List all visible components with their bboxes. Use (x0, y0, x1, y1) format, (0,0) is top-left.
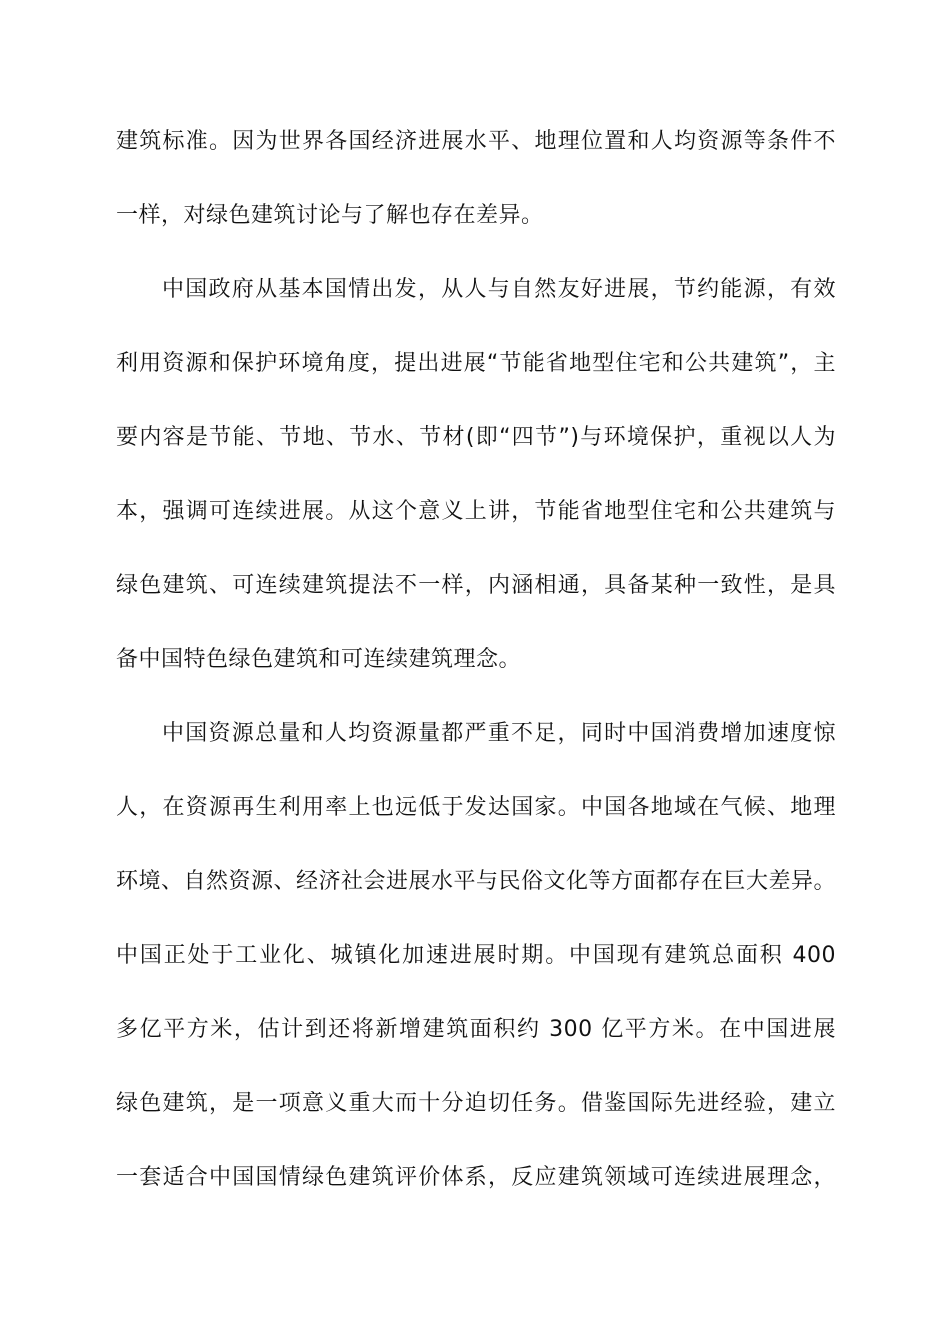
text-line: 一样，对绿色建筑讨论与了解也存在差异。 (116, 203, 544, 228)
text-line: 绿色建筑、可连续建筑提法不一样，内涵相通，具备某种一致性，是具 (116, 573, 836, 598)
text-line: 人，在资源再生利用率上也远低于发达国家。中国各地域在气候、地理 (116, 795, 836, 820)
text-line: 利用资源和保护环境角度，提出进展“节能省地型住宅和公共建筑”，主 (116, 351, 836, 376)
text-line: 绿色建筑，是一项意义重大而十分迫切任务。借鉴国际先进经验，建立 (116, 1091, 836, 1116)
text-line: 多亿平方米，估计到还将新增建筑面积约 300 亿平方米。在中国进展 (116, 1017, 836, 1042)
text-line: 建筑标准。因为世界各国经济进展水平、地理位置和人均资源等条件不 (116, 129, 836, 154)
body-text (116, 122, 836, 1232)
text-line: 一套适合中国国情绿色建筑评价体系，反应建筑领域可连续进展理念， (116, 1165, 836, 1190)
paragraph-start-line: 中国政府从基本国情出发，从人与自然友好进展，节约能源，有效 (162, 277, 836, 302)
text-line: 本，强调可连续进展。从这个意义上讲，节能省地型住宅和公共建筑与 (116, 499, 836, 524)
text-line: 备中国特色绿色建筑和可连续建筑理念。 (116, 647, 522, 672)
text-line: 环境、自然资源、经济社会进展水平与民俗文化等方面都存在巨大差异。 (116, 869, 837, 894)
text-line: 中国正处于工业化、城镇化加速进展时期。中国现有建筑总面积 400 (116, 943, 836, 968)
text-line: 要内容是节能、节地、节水、节材(即“四节”)与环境保护，重视以人为 (116, 425, 836, 450)
paragraph-start-line: 中国资源总量和人均资源量都严重不足，同时中国消费增加速度惊 (162, 721, 836, 746)
